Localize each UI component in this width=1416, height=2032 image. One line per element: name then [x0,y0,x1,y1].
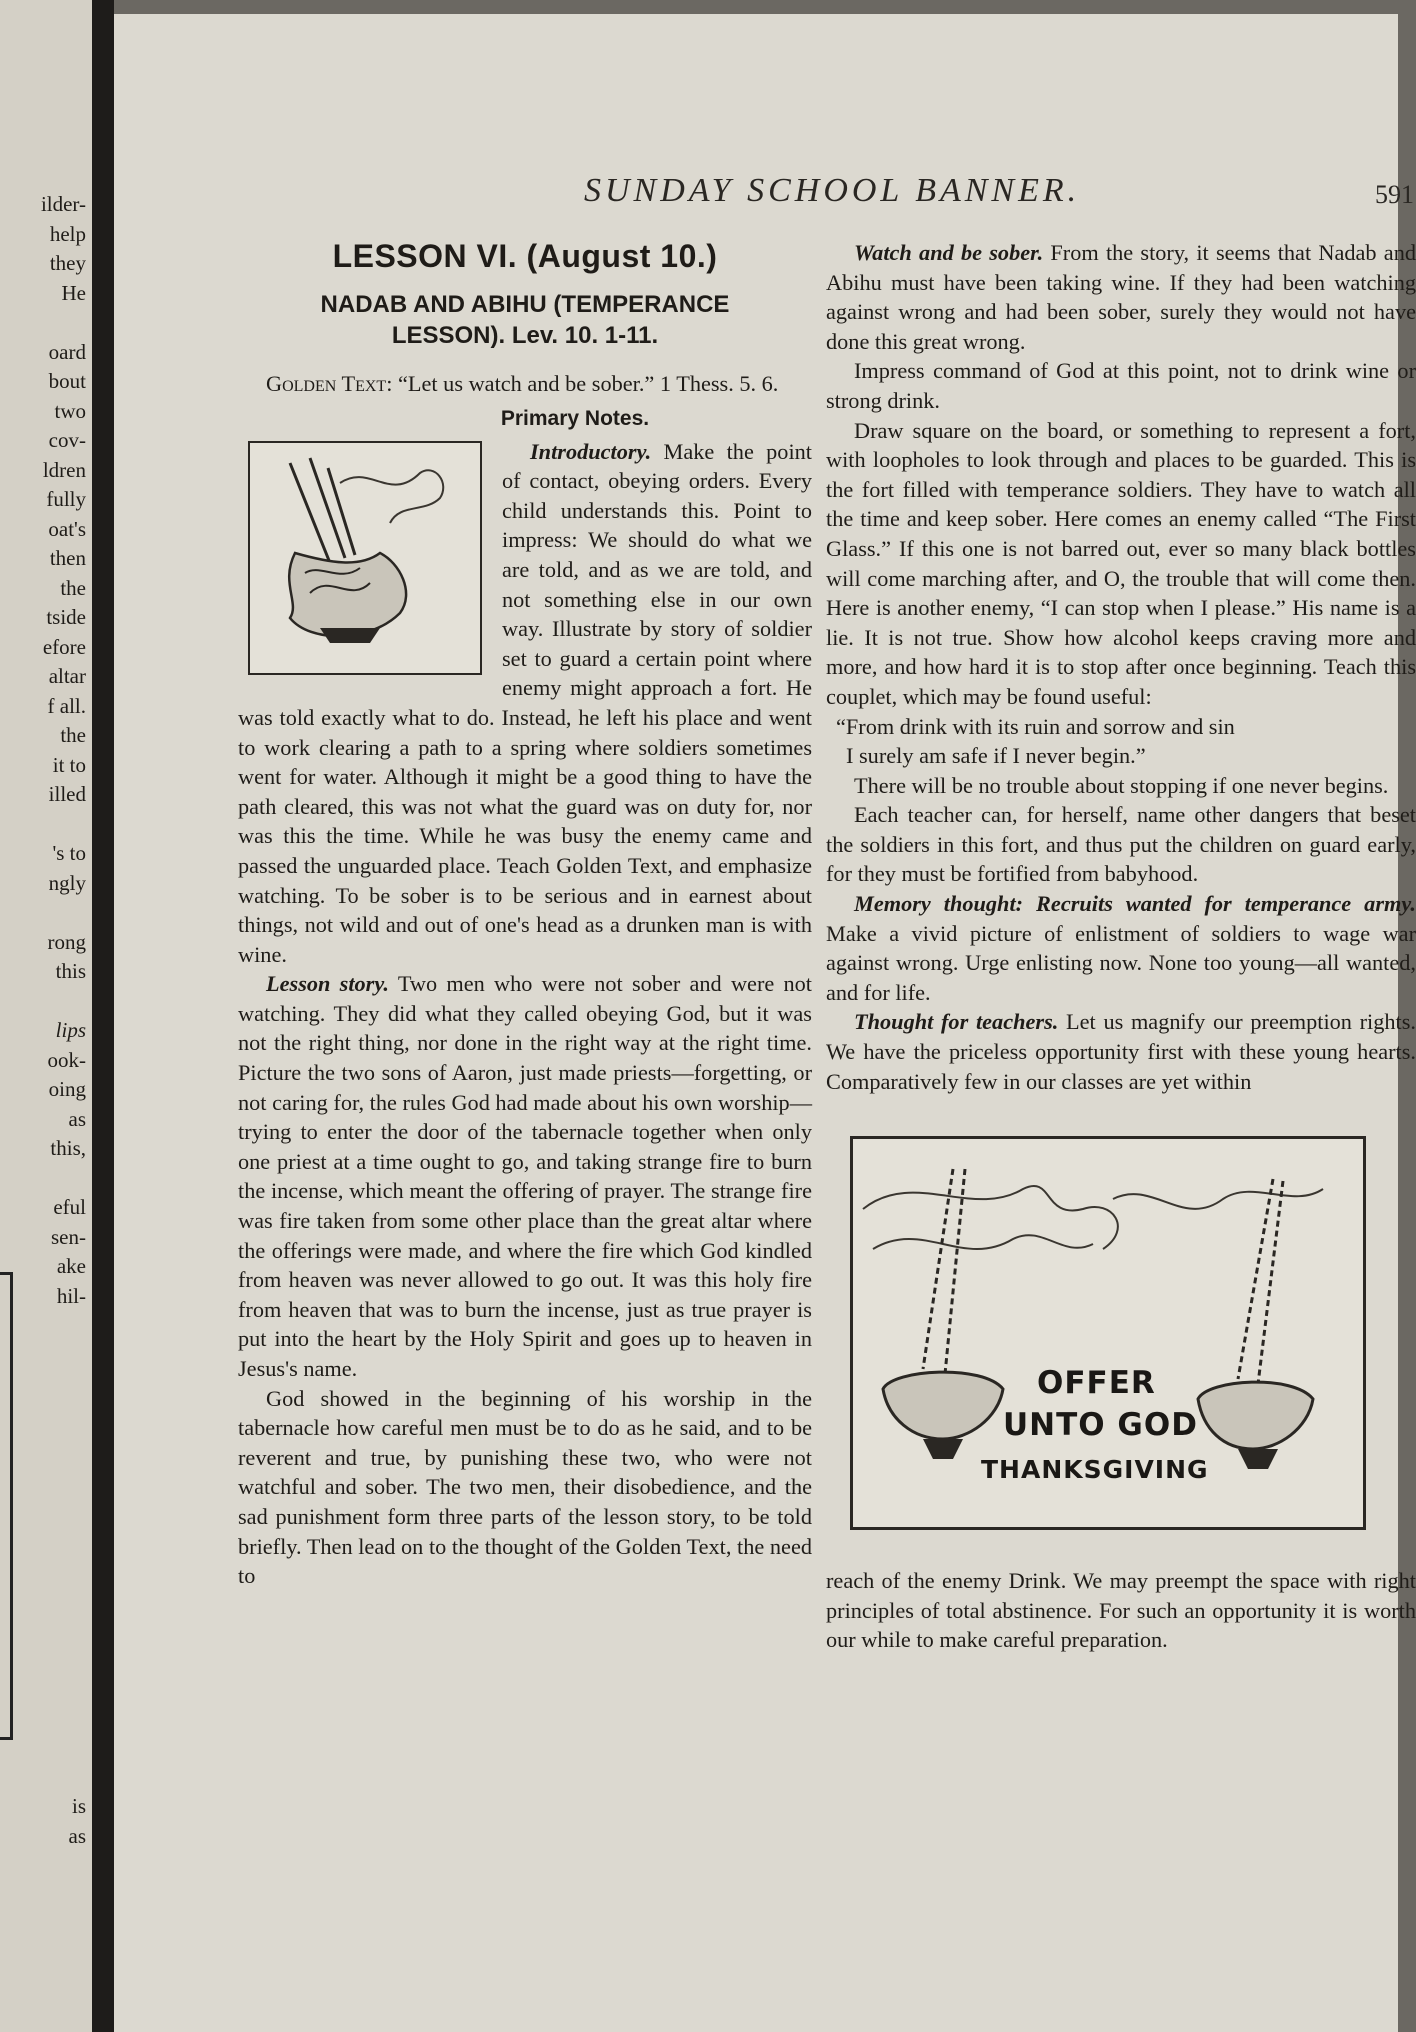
fragment: f all. [47,693,86,718]
previous-page-edge [0,0,92,2032]
introductory-text: Make the point of contact, obeying orders. Every child understands this. Point to impress: We should do what we are told, and as we are told, and not something else in our own way. Illustrate by story of soldier set to guard a certain point where enemy might approach a fort. He was told exactly what to do. Instead, he left his place and went to work clearing a path to a spring where soldiers sometimes went for water. Although it might be a good thing to have the path cleared, this was not what the guard was on duty for, nor was this the time. While he was busy the enemy came and passed the unguarded place. Teach Golden Text, and emphasize watching. To be sober is to be serious and in earnest about things, not wild and out of one's head as a drunken man is with wine. [238,438,812,967]
watch-paragraph [826,238,1416,356]
lesson-story-text: Two men who were not sober and were not watching. They did what they called obeying God, but it was not the right thing, nor done in the right way at the right time. Picture the two sons of Aaron, just made priests—forgetting, or not caring for, the rules God had made about his own worship—trying to enter the door of the tabernacle together when only one priest at a time ought to go, and taking strange fire to burn the incense, which meant the offering of prayer. The strange fire was fire taken from some other place than the great altar where the offerings were made, and where the fire which God kindled from heaven was never allowed to go out. It was this holy fire from heaven that was to burn the incense, just as true prayer is put into the heart by the Holy Spirit and goes up to heaven in Jesus's name. [238,971,812,1381]
page [114,14,1416,2032]
figure-caption-line: OFFER [1037,1365,1156,1402]
previous-page-fragments [0,190,86,1311]
golden-text-verse: : “Let us watch and be sober.” 1 Thess. 5. 6. [386,371,779,396]
watch-label: Watch and be sober. [854,240,1044,265]
section-heading: Primary Notes. [500,406,650,430]
fragment: tside [46,605,86,629]
fragment: ilder- [40,192,86,216]
fragment [0,987,86,1017]
fragment: oard [48,339,86,364]
fragment: this [55,959,86,983]
fragment [0,810,86,840]
lesson-story-label: Lesson story. [266,971,390,997]
fragment: help [49,221,86,246]
fragment: cov- [48,428,86,452]
figure-caption-line: THANKSGIVING [981,1455,1209,1485]
previous-page-box [0,1272,13,1740]
fragment: 's to [52,841,86,865]
lesson-subtitle [238,289,812,351]
fragment: rong [47,929,86,954]
fragment: is [71,1794,86,1818]
offer-thanksgiving-illustration [850,1136,1366,1530]
lesson-subtitle-line: NADAB AND ABIHU (TEMPERANCE [320,291,730,318]
memory-label: Memory thought: Recruits wanted for temperance army. [854,891,1416,917]
fragment: ngly [48,870,86,895]
lesson-story-paragraph [238,969,812,1383]
fragment: fully [46,487,86,511]
lesson-title: LESSON VI. (August 10.) [332,238,718,274]
memory-paragraph [826,889,1416,1007]
fragment: this, [50,1136,86,1160]
running-title: SUNDAY SCHOOL BANNER. [584,172,1081,209]
fragment: ldren [42,457,86,482]
fragment: it to [52,752,86,777]
fragment [0,1164,86,1194]
fragment: as [68,1823,86,1848]
fragment: they [49,251,86,275]
couplet-line: I surely am safe if I never begin.” [846,743,1146,769]
fragment [0,898,86,928]
watch-text: From the story, it seems that Nadab and Abihu must have been taking wine. If they had been watching against wrong and had been sober, surely they would not have done this great wrong. [826,240,1416,354]
fragment: eful [53,1195,86,1219]
closing-left-paragraph: God showed in the beginning of his worship in the tabernacle how careful men must be to do as he said, and to be reverent and true, by punishing these two, who were not watchful and sober. The two men, their disobedience, and the sad punishment form three parts of the lesson story, to be told briefly. Then lead on to the thought of the Golden Text, the need to [238,1385,812,1589]
fragment: oing [48,1077,86,1101]
teachers-paragraph [826,1007,1416,1096]
right-column [826,238,1416,1655]
fragment: bout [48,369,86,393]
fragment: hil- [56,1283,86,1308]
fragment: oat's [48,516,86,541]
impress-paragraph: Impress command of God at this point, not to drink wine or strong drink. [826,358,1416,413]
fragment: He [61,280,86,305]
fragment: sen- [51,1224,86,1249]
draw-paragraph: Draw square on the board, or something to represent a fort, with loopholes to look through and places to be guarded. This is the fort filled with temperance soldiers. They have to watch all the time and keep sober. Here comes an enemy called “The First Glass.” If this one is not barred out, ever so many black bottles will come marching after, and O, the trouble that will come then. Here is another enemy, “I can stop when I please.” His name is a lie. It is not true. Show how alcohol keeps craving more and more, and how hard it is to stop after once beginning. Teach this couplet, which may be found useful: [826,417,1416,709]
censer-drawing [250,443,476,669]
left-column [238,238,812,1591]
censer-illustration [248,441,482,675]
fragment: illed [48,782,86,806]
fragment [0,308,86,338]
couplet-line: “From drink with its ruin and sorrow and sin [836,713,1235,739]
page-header [474,164,1414,214]
fragment: the [60,575,86,600]
no-trouble-paragraph: There will be no trouble about stopping if one never begins. [854,772,1389,798]
teachers-text: Let us magnify our preemption rights. We have the priceless opportunity first with these young hearts. Comparatively few in our classes are yet within [826,1009,1416,1094]
fragment: then [49,546,86,570]
teachers-label: Thought for teachers. [854,1009,1059,1035]
memory-text: Make a vivid picture of enlistment of soldiers to wage war against wrong. Urge enlisting now. None too young—all wanted, and for life. [826,920,1416,1005]
fragment: as [68,1106,86,1131]
fragment: efore [42,634,86,659]
golden-text-label: Golden Text [266,371,387,396]
page-number: 591 [1375,180,1414,209]
introductory-label: Introductory. [530,438,652,464]
figure-caption-line: UNTO GOD [1003,1407,1198,1444]
closing-right-paragraph: reach of the enemy Drink. We may preempt the space with right principles of total abstinence. For such an opportunity it is worth our while to make careful preparation. [826,1568,1416,1653]
lesson-subtitle-line: LESSON). Lev. 10. 1-11. [391,322,659,349]
fragment: altar [48,664,86,688]
book-binding [92,0,114,2032]
fragment: lips [55,1018,86,1042]
fragment: the [60,723,86,747]
golden-text [238,369,812,399]
fragment: ake [56,1254,86,1278]
previous-page-bottom [0,1792,86,1851]
fragment: two [54,398,86,423]
fragment: ook- [47,1047,86,1072]
each-teacher-paragraph: Each teacher can, for herself, name other dangers that beset the soldiers in this fort, and thus put the children on guard early, for they must be fortified from babyhood. [826,802,1416,887]
